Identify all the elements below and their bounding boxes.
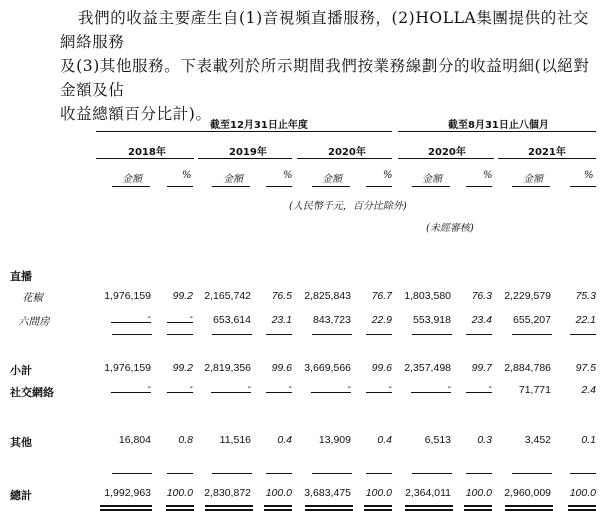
table-cell: 2,825,843 <box>304 290 351 302</box>
table-cell: 99.6 <box>271 362 292 374</box>
double-rule <box>405 509 453 511</box>
total-rule <box>212 473 252 474</box>
table-cell: 75.3 <box>575 290 596 302</box>
table-cell: - <box>147 311 151 323</box>
group-rule-year <box>96 131 392 132</box>
row-label-subtotal: 小計 <box>10 364 32 377</box>
sum-rule <box>466 334 492 335</box>
double-rule <box>364 505 392 507</box>
sum-rule <box>212 334 252 335</box>
table-cell: 2,165,742 <box>204 290 251 302</box>
col-rule <box>366 186 392 187</box>
sum-rule <box>167 334 193 335</box>
table-cell: 0.4 <box>277 434 292 446</box>
table-cell: 2,357,498 <box>404 362 451 374</box>
group-header-year: 截至12月31日止年度 <box>210 120 308 131</box>
col-rule <box>212 186 250 187</box>
double-rule <box>166 505 194 507</box>
table-cell: 1,992,963 <box>104 487 151 499</box>
col-rule <box>167 186 193 187</box>
table-cell: 13,909 <box>318 434 351 446</box>
table-cell: 2,830,872 <box>204 487 251 499</box>
table-cell: 0.1 <box>581 434 596 446</box>
unit-note: (人民幣千元，百分比除外) <box>289 201 407 212</box>
double-rule <box>264 505 292 507</box>
year-header: 2020年 <box>328 147 366 158</box>
table-cell: 76.7 <box>371 290 392 302</box>
col-header-pct: % <box>584 170 594 181</box>
col-rule <box>412 186 450 187</box>
row-label-liujianfang: 六間房 <box>18 316 50 328</box>
intro-line-1: 我們的收益主要產生自(1)音視頻直播服務，(2)HOLLA集團提供的社交網絡服務 <box>60 9 590 51</box>
double-rule <box>364 509 392 511</box>
section-label-live: 直播 <box>10 270 32 283</box>
table-cell: 97.5 <box>575 362 596 374</box>
table-cell: 2,884,786 <box>504 362 551 374</box>
total-rule <box>466 473 492 474</box>
table-cell: 0.8 <box>178 434 193 446</box>
total-rule <box>167 473 193 474</box>
sum-rule <box>266 334 292 335</box>
table-cell: - <box>288 381 292 393</box>
table-cell: 100.0 <box>569 487 596 499</box>
double-rule <box>305 505 353 507</box>
table-cell: 2.4 <box>581 384 596 396</box>
intro-line-2: 及(3)其他服務。下表載列於所示期間我們按業務線劃分的收益明細(以絕對金額及佔 <box>60 57 590 99</box>
table-cell: 553,918 <box>413 314 451 326</box>
total-rule <box>112 473 152 474</box>
table-cell: - <box>189 311 193 323</box>
table-cell: 99.2 <box>172 290 193 302</box>
double-rule <box>166 509 194 511</box>
table-cell: 23.4 <box>471 314 492 326</box>
table-cell: 653,614 <box>213 314 251 326</box>
table-cell: 655,207 <box>513 314 551 326</box>
table-cell: - <box>147 381 151 393</box>
table-cell: 22.1 <box>575 314 596 326</box>
table-cell: 99.7 <box>471 362 492 374</box>
table-cell: 11,516 <box>219 434 251 446</box>
col-header-pct: % <box>283 170 293 181</box>
table-cell: 1,976,159 <box>104 362 151 374</box>
year-rule <box>498 158 596 159</box>
table-cell: 3,683,475 <box>304 487 351 499</box>
double-rule <box>505 505 553 507</box>
table-cell: 1,976,159 <box>104 290 151 302</box>
total-rule <box>266 473 292 474</box>
double-rule <box>464 505 492 507</box>
table-cell: 76.5 <box>271 290 292 302</box>
table-cell: 0.4 <box>377 434 392 446</box>
col-rule <box>266 186 292 187</box>
col-header-amount: 金額 <box>223 174 243 185</box>
double-rule <box>568 509 596 511</box>
table-cell: 99.2 <box>172 362 193 374</box>
table-cell: 99.6 <box>371 362 392 374</box>
double-rule <box>464 509 492 511</box>
total-rule <box>412 473 452 474</box>
group-header-period: 截至8月31日止八個月 <box>448 120 549 131</box>
year-header: 2018年 <box>128 147 166 158</box>
unaudited-note: (未經審核) <box>426 223 474 234</box>
sum-rule <box>112 334 152 335</box>
col-rule <box>512 186 550 187</box>
double-rule <box>100 505 152 507</box>
sum-rule <box>412 334 452 335</box>
table-cell: 22.9 <box>371 314 392 326</box>
table-cell: - <box>447 381 451 393</box>
total-rule <box>570 473 596 474</box>
table-cell: 100.0 <box>365 487 392 499</box>
double-rule <box>205 509 253 511</box>
table-cell: 3,452 <box>524 434 551 446</box>
table-cell: - <box>347 381 351 393</box>
double-rule <box>305 509 353 511</box>
total-rule <box>366 473 392 474</box>
double-rule <box>100 509 152 511</box>
table-cell: - <box>388 381 392 393</box>
col-rule <box>112 186 150 187</box>
row-label-social: 社交網絡 <box>10 386 54 399</box>
year-rule <box>198 158 292 159</box>
row-label-huajiao: 花椒 <box>22 292 43 304</box>
table-cell: 76.3 <box>471 290 492 302</box>
col-header-amount: 金額 <box>422 174 442 185</box>
year-rule <box>398 158 494 159</box>
sum-rule <box>312 334 352 335</box>
col-rule <box>570 186 596 187</box>
table-cell: 2,229,579 <box>504 290 551 302</box>
double-rule <box>568 505 596 507</box>
row-label-others: 其他 <box>10 436 32 449</box>
sum-rule <box>570 334 596 335</box>
table-cell: 23.1 <box>271 314 292 326</box>
col-header-pct: % <box>483 170 493 181</box>
double-rule <box>205 505 253 507</box>
total-rule <box>512 473 552 474</box>
group-rule-period <box>398 131 596 132</box>
double-rule <box>505 509 553 511</box>
col-header-amount: 金額 <box>523 174 543 185</box>
table-cell: 100.0 <box>465 487 492 499</box>
sum-rule <box>512 334 552 335</box>
col-header-pct: % <box>182 170 192 181</box>
col-header-amount: 金額 <box>122 174 142 185</box>
table-cell: 1,803,580 <box>404 290 451 302</box>
table-cell: 2,364,011 <box>405 487 451 499</box>
table-cell: 16,804 <box>118 434 151 446</box>
table-cell: - <box>189 381 193 393</box>
col-rule <box>312 186 350 187</box>
row-label-total: 總計 <box>10 489 32 502</box>
col-header-amount: 金額 <box>322 174 342 185</box>
table-cell: 100.0 <box>265 487 292 499</box>
table-cell: 0.3 <box>477 434 492 446</box>
sum-rule <box>366 334 392 335</box>
table-cell: 2,960,009 <box>504 487 551 499</box>
table-cell: - <box>488 381 492 393</box>
table-cell: 3,669,566 <box>304 362 351 374</box>
table-cell: 6,513 <box>424 434 451 446</box>
col-rule <box>466 186 492 187</box>
year-header: 2019年 <box>229 147 267 158</box>
table-cell: - <box>247 381 251 393</box>
double-rule <box>264 509 292 511</box>
table-cell: 71,771 <box>518 384 551 396</box>
intro-paragraph <box>60 6 590 126</box>
intro-line-3: 收益總額百分比計)。 <box>60 105 212 123</box>
year-rule <box>297 158 392 159</box>
total-rule <box>312 473 352 474</box>
double-rule <box>405 505 453 507</box>
year-header: 2020年 <box>428 147 466 158</box>
table-cell: 2,819,356 <box>204 362 251 374</box>
year-rule <box>96 158 194 159</box>
year-header: 2021年 <box>528 147 566 158</box>
table-cell: 843,723 <box>313 314 351 326</box>
table-cell: 100.0 <box>166 487 193 499</box>
col-header-pct: % <box>383 170 393 181</box>
